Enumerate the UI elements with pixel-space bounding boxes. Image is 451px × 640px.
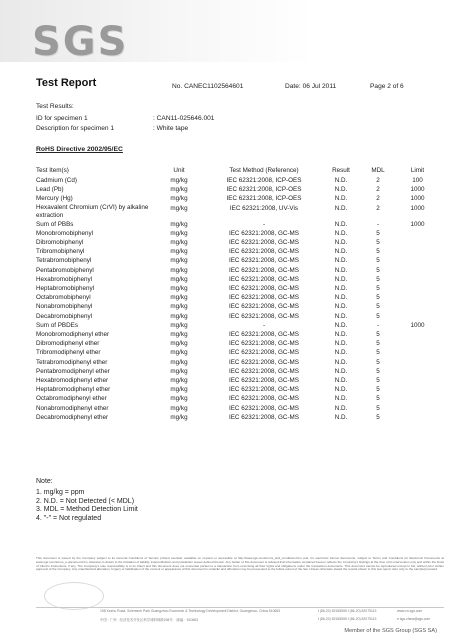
cell-unit: mg/kg <box>170 266 188 274</box>
cell-mdl: 5 <box>376 248 380 256</box>
cell-result: N.D. <box>334 312 348 320</box>
cell-unit: mg/kg <box>170 312 188 320</box>
table-row <box>36 367 441 376</box>
cell-result: N.D. <box>334 349 348 357</box>
table-row <box>36 204 441 220</box>
col-test-item: Test Item(s) <box>36 167 69 174</box>
cell-unit: mg/kg <box>170 248 188 256</box>
cell-test-method: IEC 62321:2008, GC-MS <box>228 312 299 320</box>
cell-result: N.D. <box>334 340 348 348</box>
cell-result: N.D. <box>334 204 348 212</box>
cell-limit <box>394 404 441 413</box>
cell-mdl: 5 <box>376 275 380 283</box>
cell-mdl: 2 <box>376 186 380 194</box>
cell-test-method: IEC 62321:2008, GC-MS <box>228 331 299 339</box>
cell-test-item: Tetrabromobiphenyl <box>36 257 92 265</box>
cell-mdl: 5 <box>376 340 380 348</box>
cell-limit: 1000 <box>410 321 425 329</box>
cell-mdl: 5 <box>376 257 380 265</box>
cell-result: N.D. <box>334 367 348 375</box>
table-row <box>36 256 441 265</box>
cell-test-method: IEC 62321:2008, GC-MS <box>228 266 299 274</box>
cell-test-item: Heptabromodiphenyl ether <box>36 386 111 394</box>
cell-result: N.D. <box>334 358 348 366</box>
cell-limit <box>394 275 441 284</box>
cell-result: N.D. <box>334 248 348 256</box>
col-limit: Limit <box>410 167 425 174</box>
specimen-id-label: ID for specimen 1 <box>36 115 88 122</box>
cell-test-item: Tetrabromodiphenyl ether <box>36 358 108 366</box>
cell-unit: mg/kg <box>170 204 188 212</box>
cell-limit <box>394 413 441 422</box>
cell-unit: mg/kg <box>170 195 188 203</box>
cell-mdl: 5 <box>376 229 380 237</box>
cell-test-item: Nonabromodiphenyl ether <box>36 404 109 412</box>
cell-unit: mg/kg <box>170 239 188 247</box>
cell-limit <box>394 358 441 367</box>
cell-test-method: IEC 62321:2008, ICP-OES <box>226 177 302 184</box>
cell-mdl: - <box>376 321 380 329</box>
table-row <box>36 348 441 357</box>
legal-disclaimer: This document is issued by the Company subject to its General Conditions of Service printed overleaf, available on request or accessible at http://www.sgs.com/terms_and_conditions.htm and, for electronic format documents, subject to Terms and Conditions for Electronic Documents at www.sgs.com/terms_e-document.htm. Attention is drawn to the limitation of liability, indemnification and jurisdiction issues defined therein. Any holder of this document is advised that information contained hereon reflects the Company's findings at the time of its intervention only and within the limits of Client's instructions, if any. The Company's sole responsibility is to its Client and this document does not exonerate parties to a transaction from exercising all their rights and obligations under the transaction documents. This document cannot be reproduced except in full, without prior written approval of the Company. Any unauthorized alteration, forgery or falsification of the content or appearance of this document is unlawful and offenders may be prosecuted to the fullest extent of the law. Unless otherwise stated the results shown in this test report refer only to the sample(s) tested. <box>36 556 444 572</box>
specimen-desc-row <box>36 125 188 132</box>
col-test-method: Test Method (Reference) <box>229 167 299 174</box>
table-row <box>36 293 441 302</box>
cell-test-item: Mercury (Hg) <box>36 195 73 203</box>
cell-test-item: Hexavalent Chromium (CrVI) by alkaline extraction <box>36 203 149 219</box>
cell-unit: mg/kg <box>170 349 188 357</box>
email-link[interactable]: e sgs.china@sgs.com <box>397 617 431 621</box>
report-number: No. CANEC1102564601 <box>172 83 244 90</box>
footer-divider <box>36 607 444 608</box>
cell-test-method: IEC 62321:2008, GC-MS <box>228 303 299 311</box>
sgs-logo: SGS <box>32 19 129 65</box>
cell-result: N.D. <box>334 275 348 283</box>
col-result: Result <box>332 167 350 174</box>
cell-test-item: Tribromobiphenyl <box>36 248 85 256</box>
cell-test-item: Octabromobiphenyl <box>36 294 91 302</box>
cell-mdl: 5 <box>376 358 380 366</box>
cell-mdl: 2 <box>376 177 380 184</box>
table-row <box>36 339 441 348</box>
cell-test-method: - <box>262 220 266 228</box>
cell-unit: mg/kg <box>170 377 188 385</box>
cell-result: N.D. <box>334 229 348 237</box>
cell-test-method: - <box>262 321 266 329</box>
cell-limit <box>394 247 441 256</box>
cell-test-item: Hexabromobiphenyl <box>36 275 93 283</box>
cell-limit <box>394 330 441 339</box>
cell-test-item: Dibromobiphenyl <box>36 239 84 247</box>
cell-limit: 1000 <box>410 195 425 203</box>
cell-mdl: 5 <box>376 386 380 394</box>
results-body <box>36 176 441 422</box>
cell-unit: mg/kg <box>170 367 188 375</box>
cell-limit <box>394 238 441 247</box>
cell-test-method: IEC 62321:2008, GC-MS <box>228 340 299 348</box>
note-item: 4. "-" = Not regulated <box>36 515 102 523</box>
cell-test-item: Tribromodiphenyl ether <box>36 349 101 357</box>
table-row <box>36 394 441 403</box>
table-row <box>36 284 441 293</box>
cell-limit <box>394 256 441 265</box>
cell-unit: mg/kg <box>170 386 188 394</box>
table-row <box>36 330 441 339</box>
cell-test-item: Decabromodiphenyl ether <box>36 413 109 421</box>
cell-limit: 1000 <box>410 186 425 194</box>
cell-limit: 1000 <box>410 220 425 228</box>
website-link[interactable]: www.cn.sgs.com <box>397 609 423 613</box>
table-row <box>36 176 441 185</box>
cell-mdl: 2 <box>376 195 380 203</box>
cell-result: N.D. <box>334 257 348 265</box>
table-row <box>36 312 441 321</box>
address-chinese-text: 中国 · 广州 · 经济技术开发区科学城科珠路198号 <box>100 618 173 622</box>
cell-test-method: IEC 62321:2008, GC-MS <box>228 275 299 283</box>
cell-limit <box>394 266 441 275</box>
table-row <box>36 404 441 413</box>
cell-test-method: IEC 62321:2008, GC-MS <box>228 229 299 237</box>
cell-unit: mg/kg <box>170 321 188 329</box>
cell-test-method: IEC 62321:2008, UV-Vis <box>229 204 299 212</box>
table-row <box>36 229 441 238</box>
cell-test-method: IEC 62321:2008, ICP-OES <box>226 186 302 194</box>
cell-test-method: IEC 62321:2008, GC-MS <box>228 386 299 394</box>
cell-limit <box>394 339 441 348</box>
cell-result: N.D. <box>334 294 348 302</box>
results-table <box>36 166 441 422</box>
cell-test-item: Monobromobiphenyl <box>36 229 94 237</box>
cell-test-method: IEC 62321:2008, GC-MS <box>228 367 299 375</box>
cell-test-method: IEC 62321:2008, ICP-OES <box>226 195 302 203</box>
table-row <box>36 413 441 422</box>
cell-result: N.D. <box>334 177 348 184</box>
specimen-desc-value: : White tape <box>153 125 189 132</box>
table-row <box>36 376 441 385</box>
address-english: 198 Kezhu Road, Scientech Park Guangzhou Economic & Technology Development District, Guangzhou, China 510663 <box>100 609 281 613</box>
cell-test-method: IEC 62321:2008, GC-MS <box>228 294 299 302</box>
cell-unit: mg/kg <box>170 331 188 339</box>
notes <box>36 478 138 524</box>
cell-unit: mg/kg <box>170 358 188 366</box>
cell-result: N.D. <box>334 285 348 293</box>
cell-test-item: Pentabromobiphenyl <box>36 266 94 274</box>
report-title: Test Report <box>36 77 97 89</box>
phone-english: t (86-20) 82155555 f (86-20) 82075113 <box>318 609 377 613</box>
cell-test-item: Octabromodiphenyl ether <box>36 395 107 403</box>
cell-result: N.D. <box>334 239 348 247</box>
cell-unit: mg/kg <box>170 395 188 403</box>
cell-mdl: 2 <box>376 204 380 212</box>
specimen-desc-label: Description for specimen 1 <box>36 125 115 132</box>
cell-test-method: IEC 62321:2008, GC-MS <box>228 285 299 293</box>
table-row <box>36 275 441 284</box>
cell-result: N.D. <box>334 266 348 274</box>
cell-test-item: Cadmium (Cd) <box>36 177 77 184</box>
directive-heading: RoHS Directive 2002/95/EC <box>36 146 123 153</box>
cell-unit: mg/kg <box>170 229 188 237</box>
cell-mdl: 5 <box>376 285 380 293</box>
cell-test-item: Pentabromodiphenyl ether <box>36 367 110 375</box>
cell-mdl: - <box>376 220 380 228</box>
cell-limit <box>394 394 441 403</box>
cell-limit <box>394 302 441 311</box>
cell-mdl: 5 <box>376 367 380 375</box>
cell-mdl: 5 <box>376 239 380 247</box>
cell-result: N.D. <box>334 303 348 311</box>
cell-test-method: IEC 62321:2008, GC-MS <box>228 404 299 412</box>
cell-result: N.D. <box>334 395 348 403</box>
table-row <box>36 266 441 275</box>
cell-mdl: 5 <box>376 404 380 412</box>
cell-limit <box>394 367 441 376</box>
note-item: 2. N.D. = Not Detected (< MDL) <box>36 497 135 505</box>
cell-limit <box>394 293 441 302</box>
cell-test-item: Heptabromobiphenyl <box>36 285 95 293</box>
cell-test-method: IEC 62321:2008, GC-MS <box>228 395 299 403</box>
cell-unit: mg/kg <box>170 177 188 184</box>
cell-mdl: 5 <box>376 349 380 357</box>
col-unit: Unit <box>173 167 185 174</box>
cell-test-item: Hexabromodiphenyl ether <box>36 377 109 385</box>
table-row <box>36 185 441 194</box>
cell-mdl: 5 <box>376 266 380 274</box>
cell-limit: 1000 <box>410 204 425 212</box>
cell-test-item: Dibromodiphenyl ether <box>36 340 100 348</box>
table-row <box>36 302 441 311</box>
cell-limit <box>394 348 441 357</box>
cell-test-item: Sum of PBDEs <box>36 321 78 329</box>
cell-limit: 100 <box>412 177 423 184</box>
cell-test-method: IEC 62321:2008, GC-MS <box>228 349 299 357</box>
cell-mdl: 5 <box>376 312 380 320</box>
table-row <box>36 194 441 203</box>
cell-mdl: 5 <box>376 395 380 403</box>
cell-limit <box>394 376 441 385</box>
test-results-label: Test Results: <box>36 103 74 110</box>
member-notice: Member of the SGS Group (SGS SA) <box>344 628 437 634</box>
sgs-seal-stamp <box>44 582 104 610</box>
cell-test-method: IEC 62321:2008, GC-MS <box>228 377 299 385</box>
cell-limit <box>394 284 441 293</box>
cell-test-method: IEC 62321:2008, GC-MS <box>228 257 299 265</box>
phone-chinese: t (86-20) 82155555 f (86-20) 82075113 <box>318 617 377 621</box>
table-row <box>36 238 441 247</box>
table-header-row <box>36 166 441 176</box>
cell-unit: mg/kg <box>170 220 188 228</box>
table-row <box>36 358 441 367</box>
cell-result: N.D. <box>334 413 348 421</box>
cell-test-item: Sum of PBBs <box>36 220 74 228</box>
cell-unit: mg/kg <box>170 303 188 311</box>
cell-unit: mg/kg <box>170 186 188 194</box>
col-mdl: MDL <box>371 167 385 174</box>
cell-result: N.D. <box>334 195 348 203</box>
cell-test-item: Decabromobiphenyl <box>36 312 93 320</box>
cell-test-item: Monobromodiphenyl ether <box>36 331 110 339</box>
cell-unit: mg/kg <box>170 285 188 293</box>
cell-unit: mg/kg <box>170 413 188 421</box>
specimen-id-value: : CAN11-025646.001 <box>153 115 215 122</box>
cell-test-method: IEC 62321:2008, GC-MS <box>228 413 299 421</box>
cell-test-item: Lead (Pb) <box>36 186 64 194</box>
table-row <box>36 220 441 229</box>
cell-result: N.D. <box>334 220 348 228</box>
cell-test-method: IEC 62321:2008, GC-MS <box>228 248 299 256</box>
cell-result: N.D. <box>334 404 348 412</box>
specimen-id-row <box>36 115 214 122</box>
cell-limit <box>394 385 441 394</box>
note-item: 3. MDL = Method Detection Limit <box>36 506 138 514</box>
cell-result: N.D. <box>334 377 348 385</box>
cell-limit <box>394 229 441 238</box>
cell-unit: mg/kg <box>170 294 188 302</box>
postcode-chinese: 邮编：510663 <box>176 618 198 622</box>
notes-title: Note: <box>36 478 53 485</box>
report-date: Date: 06 Jul 2011 <box>285 83 337 90</box>
cell-test-method: IEC 62321:2008, GC-MS <box>228 239 299 247</box>
cell-mdl: 5 <box>376 303 380 311</box>
cell-mdl: 5 <box>376 331 380 339</box>
cell-limit <box>394 312 441 321</box>
cell-test-item: Nonabromobiphenyl <box>36 303 93 311</box>
cell-test-method: IEC 62321:2008, GC-MS <box>228 358 299 366</box>
table-row <box>36 385 441 394</box>
cell-result: N.D. <box>334 386 348 394</box>
page-number: Page 2 of 6 <box>370 83 404 90</box>
cell-mdl: 5 <box>376 413 380 421</box>
note-item: 1. mg/kg = ppm <box>36 488 85 496</box>
cell-unit: mg/kg <box>170 275 188 283</box>
cell-unit: mg/kg <box>170 404 188 412</box>
cell-unit: mg/kg <box>170 340 188 348</box>
cell-result: N.D. <box>334 331 348 339</box>
table-row <box>36 247 441 256</box>
cell-result: N.D. <box>334 321 348 329</box>
cell-result: N.D. <box>334 186 348 194</box>
cell-unit: mg/kg <box>170 257 188 265</box>
cell-mdl: 5 <box>376 377 380 385</box>
cell-mdl: 5 <box>376 294 380 302</box>
table-row <box>36 321 441 330</box>
address-chinese <box>100 617 198 622</box>
